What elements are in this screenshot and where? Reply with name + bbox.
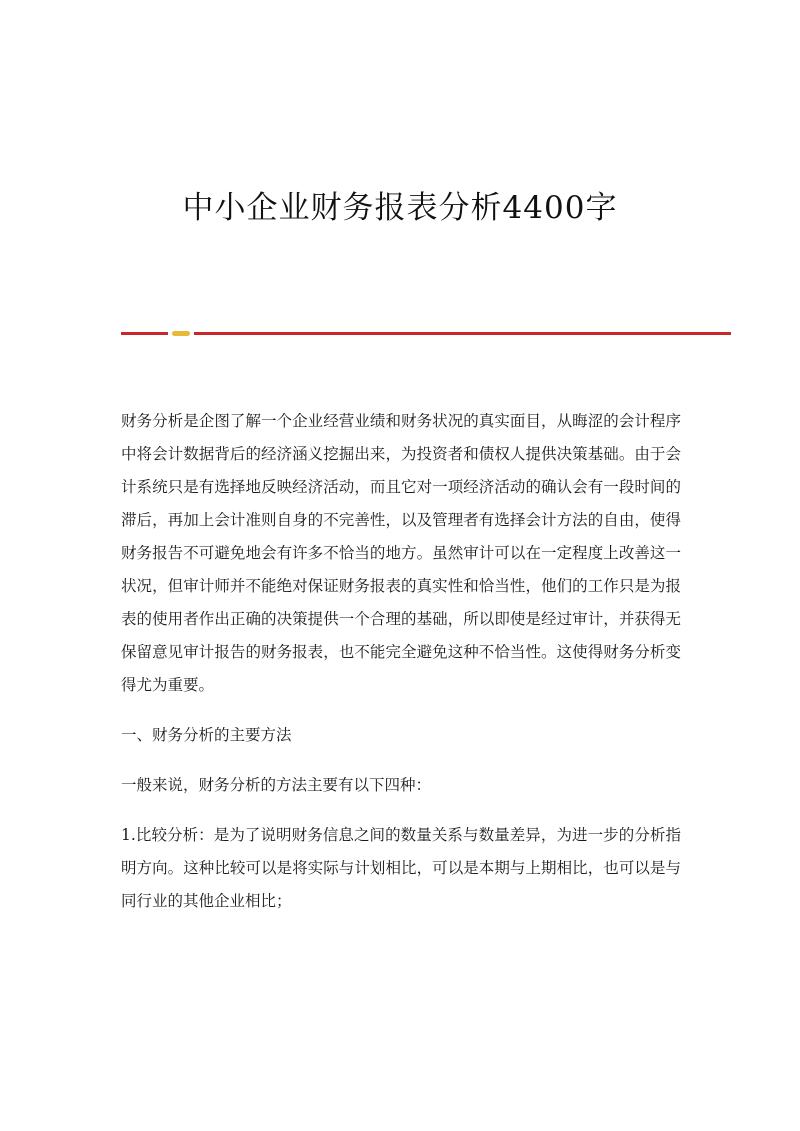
section-heading: 一、财务分析的主要方法 — [121, 726, 292, 744]
divider-bar-right — [194, 332, 731, 335]
document-body — [121, 405, 681, 935]
paragraph-intro: 财务分析是企图了解一个企业经营业绩和财务状况的真实面目，从晦涩的会计程序中将会计数据背后的经济涵义挖掘出来，为投资者和债权人提供决策基础。由于会计系统只是有选择地反映经济活动，而且它对一项经济活动的确认会有一段时间的滞后，再加上会计准则自身的不完善性，以及管理者有选择会计方法的自由，使得财务报告不可避免地会有许多不恰当的地方。虽然审计可以在一定程度上改善这一状况，但审计师并不能绝对保证财务报表的真实性和恰当性，他们的工作只是为报 表的使用者作出正确的决策提供一个合理的基础，所以即使是经过审计，并获得无保留意见审计报告的财务报表，也不能完全避免这种不恰当性。这使得财务分析变 得尤为重要。 — [121, 412, 681, 694]
title-divider — [121, 332, 731, 336]
paragraph-methods-intro: 一般来说，财务分析的方法主要有以下四种： — [121, 776, 432, 794]
divider-ornament-icon — [172, 331, 190, 336]
divider-bar-left — [121, 332, 168, 335]
page-title: 中小企业财务报表分析4400字 — [182, 190, 618, 226]
paragraph-comparison-analysis: 1.比较分析：是为了说明财务信息之间的数量关系与数量差异，为进一步的分析指明方向。这种比较可以是将实际与计划相比，可以是本期与上期相比，也可以是与同行业的其他企业相比； — [121, 826, 681, 910]
